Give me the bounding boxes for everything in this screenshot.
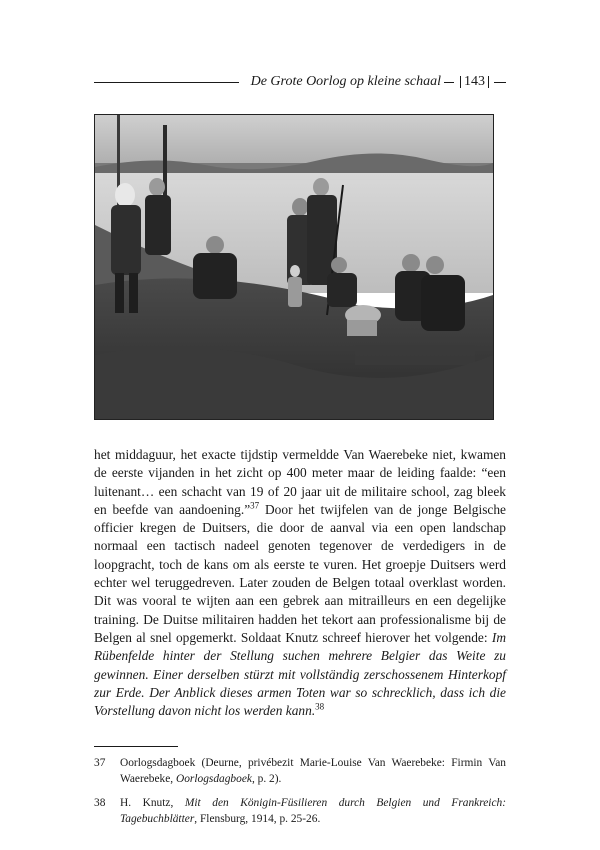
main-paragraph <box>94 446 506 720</box>
footnote-text-a: H. Knutz, <box>120 797 185 810</box>
footnote-text-a: Oorlogsdagboek (Deurne, privébezit Marie-Louise Van Waerebeke: Firmin Van Waerebeke, <box>120 757 506 785</box>
footnote-text-b: , p. 2). <box>251 772 282 785</box>
historical-photo <box>94 114 494 420</box>
footnote-text <box>120 796 506 827</box>
footnote-ref-37[interactable]: 37 <box>250 500 260 511</box>
body-sentence-2: Door het twijfelen van de jonge Belgische officier kregen de Duitsers, die door de aanval via een open landschap normaal een tactisch nadeel genoten tegenover de verdedigers in de loopgracht, toch de kans om als eerste te vuren. Het groepje Duitsers werd echter wel teruggedreven. Later zouden de Belgen totaal overklast worden. Dit was vooral te wijten aan een gebrek aan mitrailleurs en een degelijke training. De Duitse militairen hadden het tekort aan professionalisme bij de Belgen al snel opgemerkt. Soldaat Knutz schreef hierover het volgende: <box>94 501 506 645</box>
footnote-rule <box>94 746 178 747</box>
footnote-ref-38[interactable]: 38 <box>315 701 325 712</box>
body-sentence-1: het middaguur, het exacte tijdstip vermeldde Van Waerebeke niet, kwamen de eerste vijanden in het zicht op 400 meter maar de leiding faalde: “een luitenant… een schacht van 19 of 20 jaar uit de militaire school, zag bleek en beefde van aandoening.” <box>94 447 506 517</box>
header-rule <box>94 82 239 83</box>
footnote-38 <box>94 796 506 827</box>
footnote-text <box>120 756 506 787</box>
footnote-text-b: , Flensburg, 1914, p. 25-26. <box>194 812 321 825</box>
running-title: De Grote Oorlog op kleine schaal <box>250 74 441 89</box>
footnote-number: 38 <box>94 797 106 810</box>
header-bar-right <box>488 76 489 88</box>
footnotes <box>94 756 506 836</box>
header-bar-left <box>460 76 461 88</box>
header-rule-short <box>444 82 454 83</box>
running-header <box>94 72 506 92</box>
footnote-text-italic: Mit den Königin-Füsilieren durch Belgien und Frankreich: Tagebuchblätter <box>120 797 506 825</box>
german-quote: Im Rübenfelde hinter der Stellung suchen mehrere Belgier das Weite zu gewinnen. Einer derselben stürzt mit vollständig zerschossenem Hinterkopf zur Erde. Der Anblick dieses armen Toten war so schrecklich, dass ich die Vorstellung davon nicht los werden kann. <box>94 629 506 719</box>
photo-illustration <box>95 115 493 419</box>
footnote-37 <box>94 756 506 787</box>
body-paragraph <box>94 446 506 720</box>
page-number: 143 <box>464 74 485 89</box>
footnote-number: 37 <box>94 757 106 769</box>
header-rule-tail <box>494 82 506 83</box>
footnote-text-italic: Oorlogsdagboek <box>176 772 252 785</box>
